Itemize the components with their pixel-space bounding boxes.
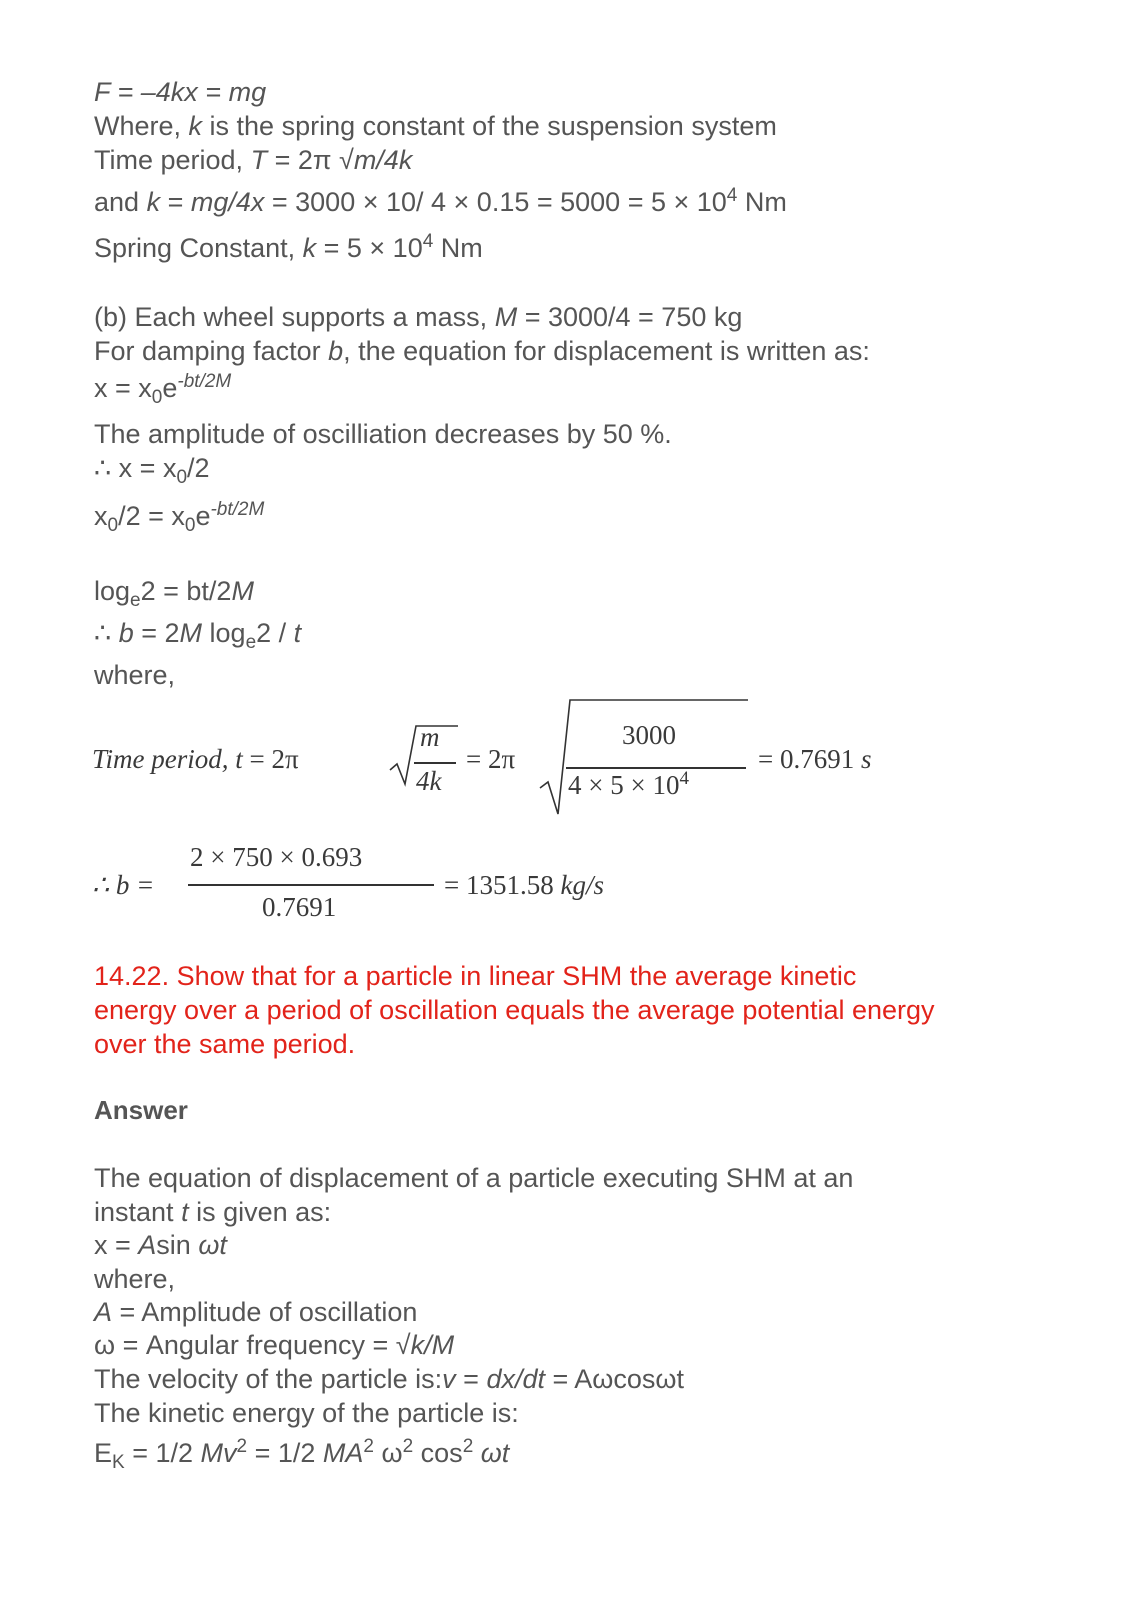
text-spring-constant-def: Where, k is the spring constant of the suspension system [94, 111, 777, 141]
eq2: = 2π [466, 744, 516, 774]
equation-force: F = –4kx = mg [94, 77, 267, 107]
answer-line-6: ω = Angular frequency = √k/M [94, 1330, 455, 1360]
formula2-numerator: 2 × 750 × 0.693 [190, 842, 363, 872]
text-amplitude-decrease: The amplitude of oscilliation decreases by 50 %. [94, 419, 672, 449]
frac1-bar [414, 762, 456, 764]
question-line-1: 14.22. Show that for a particle in linear SHM the average kinetic [94, 961, 857, 991]
formula2-bar [188, 884, 434, 886]
text-where: where, [94, 660, 176, 690]
equation-x0-half: $x_0/2 = x_0e^{-bt/2M}$ [94, 499, 265, 536]
answer-line-2: instant t is given as: [94, 1197, 332, 1227]
frac2-bar [566, 767, 746, 769]
text-damping-factor: For damping factor b, the equation for displacement is written as: [94, 336, 870, 366]
frac2-numerator: 3000 [622, 720, 676, 750]
answer-line-9: $E_K = 1/2$ $Mv^2 = 1/2$ $MA^2$ $\omega^2$ $\cos^2 \omega t$ [94, 1436, 510, 1473]
text-k-calculation: and k = mg/4x = 3000 × 10/ $4 \times 0.15 = 5000 = 5 \times 10^4$ Nm [94, 185, 787, 217]
equation-b-log: ∴ b = 2M $\log_e2$ / t [94, 618, 302, 653]
text-part-b-mass: (b) Each wheel supports a mass, M = 3000/4 = 750 kg [94, 302, 743, 332]
text-time-period: Time period, T = 2π √m/4k [94, 145, 413, 175]
answer-heading: Answer [94, 1095, 188, 1125]
formula1-result: = 0.7691 s [758, 744, 872, 774]
equation-log: $\log_e2 = bt/2M$ [94, 576, 254, 611]
answer-line-1: The equation of displacement of a particle executing SHM at an [94, 1163, 854, 1193]
frac1-numerator: m [420, 722, 440, 752]
answer-line-7: The velocity of the particle is:v = dx/dt = Aωcosωt [94, 1364, 684, 1394]
question-line-2: energy over a period of oscillation equals the average potential energy [94, 995, 935, 1025]
formula2-result: = 1351.58 kg/s [444, 870, 604, 900]
answer-line-4: where, [94, 1264, 176, 1294]
text-k-result: Spring Constant, $k = 5 \times 10^4$ Nm [94, 231, 483, 263]
equation-displacement-damped: $x = x_0e^{-bt/2M}$ [94, 371, 232, 408]
equation-x-half: ∴ $x = x_0/2$ [94, 453, 210, 488]
answer-line-5: A = Amplitude of oscillation [94, 1297, 418, 1327]
frac1-denominator: 4k [416, 766, 442, 796]
frac2-denominator: $4 \times 5 \times 10^4$ [568, 768, 689, 800]
answer-line-3: x = Asin ωt [94, 1230, 227, 1260]
question-line-3: over the same period. [94, 1029, 356, 1059]
formula2-denominator: 0.7691 [262, 892, 337, 922]
formula2-lhs: ∴ b = [92, 870, 155, 900]
answer-line-8: The kinetic energy of the particle is: [94, 1398, 519, 1428]
